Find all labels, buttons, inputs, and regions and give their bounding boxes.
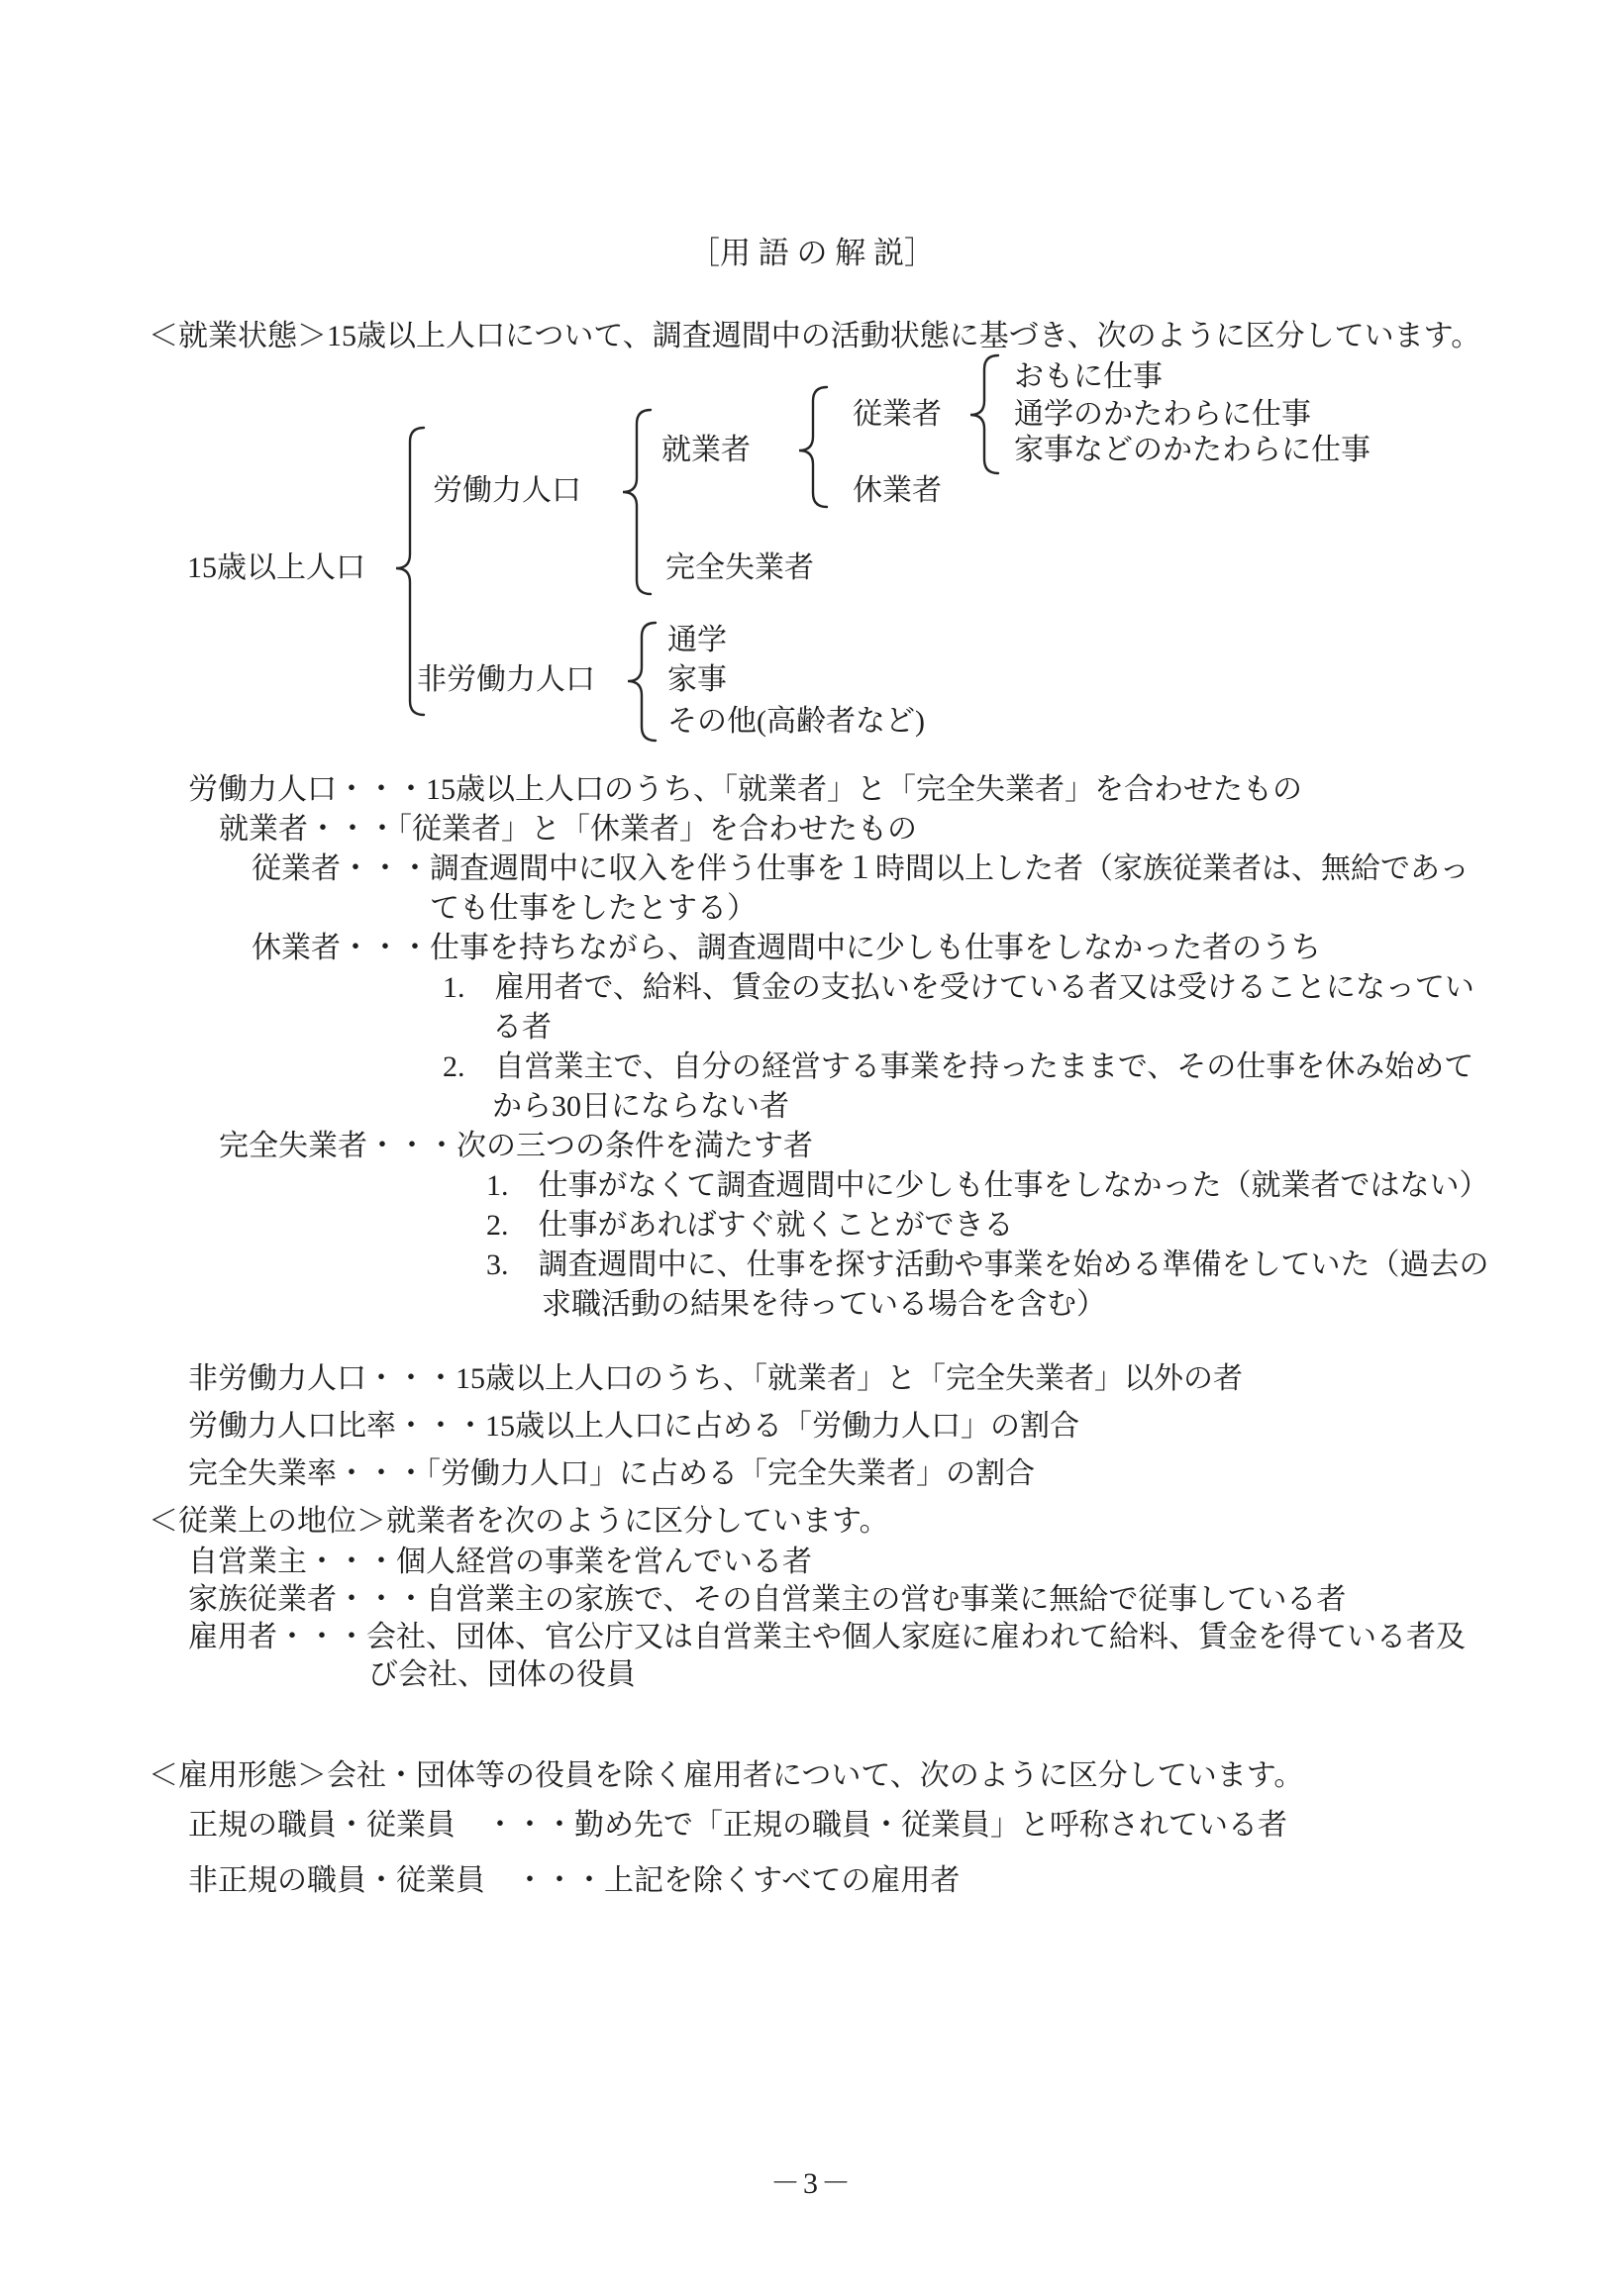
brace-employed [799,387,827,507]
diagram-node-labor-force: 労働力人口 [433,474,581,507]
diagram-node-housework: 家事 [667,663,727,696]
definition-line: 正規の職員・従業員 ・・・勤め先で「正規の職員・従業員」と呼称されている者 [188,1809,1287,1842]
definition-line: 求職活動の結果を待っている場合を含む） [542,1288,1106,1321]
brace-labor-force [623,410,651,594]
definition-line: 非労働力人口・・・15歳以上人口のうち、「就業者」と「完全失業者」以外の者 [188,1362,1243,1395]
definition-line: 完全失業者・・・次の三つの条件を満たす者 [219,1130,813,1162]
diagram-node-mainly-work: おもに仕事 [1014,360,1163,393]
diagram-node-school: 通学 [667,624,727,656]
diagram-node-population: 15歳以上人口 [187,551,365,584]
definition-line: 2. 自営業主で、自分の経営する事業を持ったままで、その仕事を休み始めて [443,1050,1474,1083]
definition-line: 非正規の職員・従業員 ・・・上記を除くすべての雇用者 [188,1864,961,1897]
definition-line: 労働力人口・・・15歳以上人口のうち、「就業者」と「完全失業者」を合わせたもの [188,773,1302,806]
definition-line: 1. 仕事がなくて調査週間中に少しも仕事をしなかった（就業者ではない） [486,1169,1489,1202]
diagram-node-work-while-housework: 家事などのかたわらに仕事 [1014,434,1370,466]
definition-line: 休業者・・・仕事を持ちながら、調査週間中に少しも仕事をしなかった者のうち [252,932,1321,964]
section-header-employment-status: ＜就業状態＞15歳以上人口について、調査週間中の活動状態に基づき、次のように区分しています。 [149,320,1481,352]
diagram-node-at-work: 従業者 [853,398,942,431]
diagram-node-not-in-labor-force: 非労働力人口 [417,663,595,696]
page-number: －3－ [770,2167,854,2200]
definition-line: び会社、団体の役員 [368,1658,636,1691]
diagram-node-work-while-school: 通学のかたわらに仕事 [1014,398,1311,431]
brace-at-work [970,355,998,473]
definitions-list-employment-type [0,1798,1624,1909]
diagram-node-employed: 就業者 [661,434,751,466]
definition-line: 雇用者・・・会社、団体、官公庁又は自営業主や個人家庭に雇われて給料、賃金を得ている者及 [188,1621,1466,1653]
diagram-node-unemployed: 完全失業者 [665,551,814,584]
definition-line: 2. 仕事があればすぐ就くことができる [486,1209,1014,1242]
definition-line: から30日にならない者 [492,1090,789,1123]
definition-line: 就業者・・・「従業者」と「休業者」を合わせたもの [219,813,917,846]
definitions-list-status [0,1544,1624,1694]
definition-line: 1. 雇用者で、給料、賃金の支払いを受けている者又は受けることになってい [443,971,1474,1004]
section-header-status: ＜従業上の地位＞就業者を次のように区分しています。 [149,1505,889,1538]
brace-not-in-labor-force [628,623,656,741]
definition-line: ても仕事をしたとする） [430,892,757,925]
definition-line: 自営業主・・・個人経営の事業を営んでいる者 [188,1546,812,1578]
definition-line: 労働力人口比率・・・15歳以上人口に占める「労働力人口」の割合 [188,1410,1079,1443]
definitions-list-ratios [0,1355,1624,1498]
diagram-node-not-at-work: 休業者 [853,474,942,507]
definitions-list-main [0,770,1624,1325]
definition-line: 家族従業者・・・自営業主の家族で、その自営業主の営む事業に無給で従事している者 [188,1583,1347,1616]
definition-line: 3. 調査週間中に、仕事を探す活動や事業を始める準備をしていた（過去の [486,1248,1489,1281]
diagram-node-others: その他(高齢者など) [667,705,925,738]
definition-line: る者 [492,1011,552,1044]
page-title: ［用 語 の 解 説］ [689,236,935,270]
definition-line: 完全失業率・・・「労働力人口」に占める「完全失業者」の割合 [188,1457,1035,1490]
section-header-employment-type: ＜雇用形態＞会社・団体等の役員を除く雇用者について、次のように区分しています。 [149,1759,1304,1792]
definition-line: 従業者・・・調査週間中に収入を伴う仕事を１時間以上した者（家族従業者は、無給であっ [252,852,1470,885]
